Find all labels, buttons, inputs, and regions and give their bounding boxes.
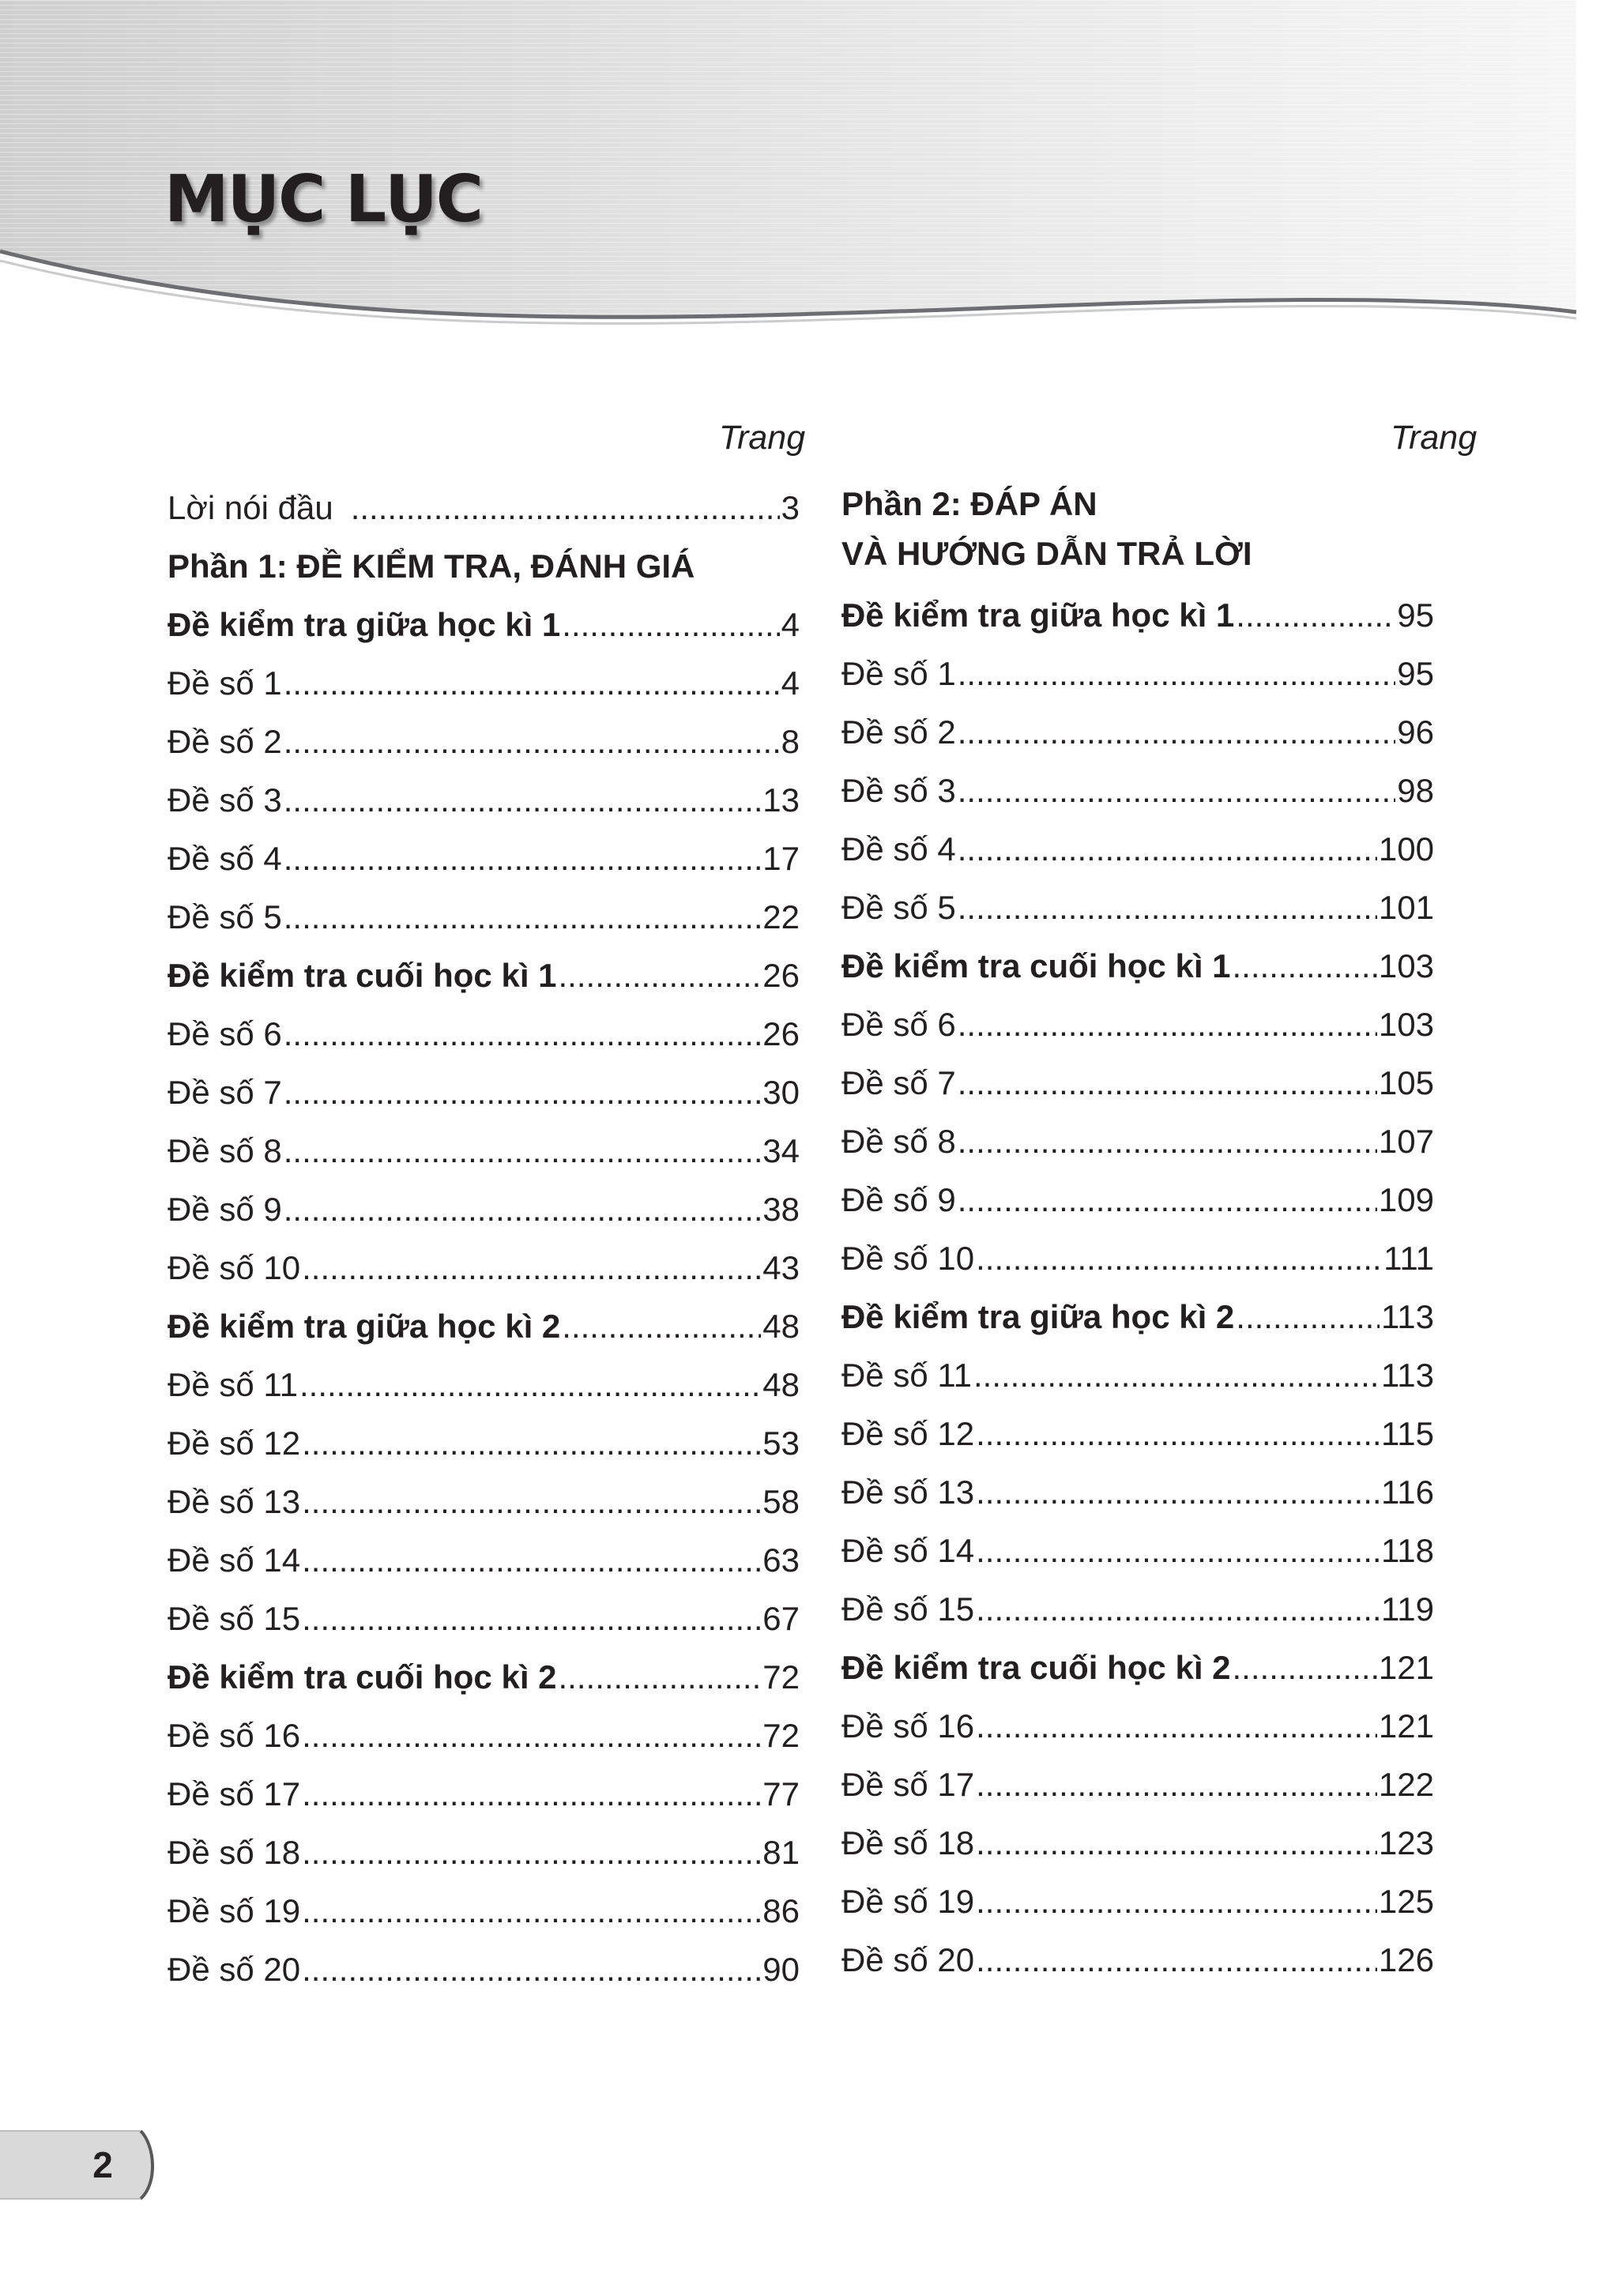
leader-dots — [284, 830, 762, 888]
toc-entry-page: 98 — [1397, 772, 1434, 809]
toc-entry-label: Đề số 18 — [168, 1834, 301, 1871]
toc-entry-label: Đề số 13 — [168, 1483, 301, 1520]
toc-entry[interactable] — [168, 1531, 800, 1590]
toc-entry-intro[interactable] — [168, 479, 800, 537]
toc-entry-label: Đề số 3 — [168, 781, 282, 819]
toc-entry-page: 26 — [762, 957, 800, 994]
toc-entry-label: Đề số 5 — [841, 889, 956, 926]
toc-entry-page: 81 — [762, 1834, 800, 1871]
toc-entry[interactable] — [841, 1229, 1434, 1288]
toc-entry-label: Đề số 12 — [168, 1425, 301, 1462]
toc-entry-page: 4 — [781, 664, 800, 702]
toc-entry-label: Đề số 8 — [841, 1123, 956, 1160]
toc-entry-page: 125 — [1378, 1883, 1434, 1920]
leader-dots — [958, 1112, 1377, 1171]
toc-right-entries — [841, 586, 1434, 1989]
leader-dots — [302, 1882, 761, 1940]
page-column-header-left: Trang — [719, 419, 806, 457]
toc-entry-label: Đề số 16 — [841, 1707, 975, 1745]
leader-dots — [976, 1931, 1377, 1989]
toc-entry-page: 77 — [762, 1775, 800, 1812]
toc-entry[interactable] — [841, 1931, 1434, 1989]
toc-entry-label: Đề số 6 — [168, 1015, 282, 1052]
toc-entry[interactable] — [841, 703, 1434, 762]
page-title: MỤC LỤC — [164, 162, 482, 237]
toc-entry[interactable] — [168, 888, 800, 947]
page-number: 2 — [92, 2144, 113, 2185]
toc-entry[interactable] — [841, 1346, 1434, 1405]
toc-entry-label: Đề số 15 — [841, 1590, 975, 1628]
toc-entry-page: 109 — [1378, 1181, 1434, 1218]
toc-entry[interactable] — [168, 1063, 800, 1122]
toc-entry-page: 22 — [762, 898, 800, 935]
leader-dots — [1236, 1288, 1380, 1346]
leader-dots — [958, 996, 1377, 1054]
toc-entry-label: Đề số 18 — [841, 1824, 975, 1861]
leader-dots — [958, 1171, 1377, 1229]
leader-dots — [958, 820, 1377, 879]
leader-dots — [976, 1814, 1377, 1873]
toc-entry[interactable] — [168, 1590, 800, 1648]
toc-entry[interactable] — [168, 713, 800, 771]
toc-entry-label: Đề số 20 — [168, 1951, 301, 1988]
toc-entry[interactable] — [168, 830, 800, 888]
toc-left-column — [168, 479, 800, 1999]
toc-entry[interactable] — [841, 1580, 1434, 1639]
toc-section-entry[interactable] — [841, 1639, 1434, 1697]
toc-entry-page: 34 — [762, 1132, 800, 1169]
leader-dots — [976, 1756, 1377, 1814]
toc-entry[interactable] — [168, 1940, 800, 1999]
toc-section-entry[interactable] — [841, 1288, 1434, 1346]
toc-entry-page: 43 — [762, 1249, 800, 1286]
toc-entry-page: 105 — [1378, 1064, 1434, 1101]
toc-entry-page: 26 — [762, 1015, 800, 1052]
toc-left-entries — [168, 596, 800, 1999]
toc-entry[interactable] — [841, 1697, 1434, 1756]
toc-entry-page: 113 — [1381, 1357, 1434, 1394]
toc-entry-page: 13 — [762, 781, 800, 819]
toc-right-column — [841, 479, 1434, 1989]
leader-dots — [302, 1940, 761, 1999]
toc-entry-page: 119 — [1381, 1590, 1434, 1628]
toc-entry-label: Đề số 16 — [168, 1717, 301, 1754]
toc-entry-page: 90 — [762, 1951, 800, 1988]
toc-entry-page: 17 — [762, 840, 800, 877]
toc-entry-page: 86 — [762, 1892, 800, 1929]
toc-entry-label: Đề số 17 — [841, 1766, 975, 1803]
toc-entry-label: Đề kiểm tra cuối học kì 2 — [841, 1649, 1231, 1686]
toc-section-entry[interactable] — [168, 596, 800, 654]
toc-section-entry[interactable] — [841, 937, 1434, 996]
leader-dots — [976, 1229, 1382, 1288]
leader-dots — [302, 1590, 761, 1648]
toc-entry[interactable] — [168, 1765, 800, 1824]
toc-entry[interactable] — [841, 879, 1434, 937]
toc-entry-page: 72 — [762, 1658, 800, 1696]
leader-dots — [284, 771, 762, 830]
toc-entry[interactable] — [841, 1873, 1434, 1931]
toc-entry-label: Đề kiểm tra giữa học kì 1 — [168, 606, 561, 643]
toc-entry-label: Đề kiểm tra cuối học kì 2 — [168, 1658, 557, 1696]
toc-entry[interactable] — [168, 1122, 800, 1180]
toc-entry-label: Đề kiểm tra giữa học kì 2 — [841, 1298, 1235, 1335]
toc-entry[interactable] — [841, 1054, 1434, 1112]
toc-entry-label: Đề số 2 — [841, 713, 956, 751]
toc-entry-page: 107 — [1378, 1123, 1434, 1160]
toc-entry-label: Đề số 13 — [841, 1474, 975, 1511]
toc-entry-label: Đề số 3 — [841, 772, 956, 809]
toc-entry-page: 100 — [1378, 830, 1434, 868]
toc-entry-page: 4 — [781, 606, 800, 643]
toc-entry-page: 58 — [762, 1483, 800, 1520]
leader-dots — [976, 1463, 1380, 1522]
leader-dots — [302, 1707, 761, 1765]
toc-entry[interactable] — [841, 820, 1434, 879]
toc-entry[interactable] — [168, 1473, 800, 1531]
toc-entry-label: Đề số 12 — [841, 1415, 975, 1452]
toc-entry-label: Đề kiểm tra cuối học kì 1 — [841, 947, 1231, 984]
leader-dots — [1233, 937, 1377, 996]
part-2-heading-line1: Phần 2: ĐÁP ÁN — [841, 485, 1097, 522]
leader-dots — [976, 1873, 1377, 1931]
toc-entry-page: 96 — [1397, 713, 1434, 751]
toc-entry-label: Đề số 2 — [168, 723, 282, 760]
toc-entry-label: Lời nói đầu — [168, 489, 333, 526]
toc-entry-page: 63 — [762, 1541, 800, 1579]
toc-entry-page: 111 — [1383, 1240, 1434, 1277]
leader-dots — [976, 1580, 1380, 1639]
toc-entry-page: 121 — [1378, 1707, 1434, 1745]
leader-dots — [958, 879, 1377, 937]
toc-entry-page: 113 — [1381, 1298, 1434, 1335]
toc-entry-label: Đề số 8 — [168, 1132, 282, 1169]
toc-entry-label: Đề số 1 — [168, 664, 282, 702]
toc-entry[interactable] — [168, 1414, 800, 1473]
toc-entry[interactable] — [168, 1005, 800, 1063]
toc-entry[interactable] — [841, 1112, 1434, 1171]
toc-entry-label: Đề số 4 — [841, 830, 956, 868]
toc-entry-label: Đề số 17 — [168, 1775, 301, 1812]
toc-entry-page: 101 — [1378, 889, 1434, 926]
toc-entry-page: 122 — [1378, 1766, 1434, 1803]
leader-dots — [284, 1122, 762, 1180]
toc-entry-page: 116 — [1381, 1474, 1434, 1511]
page-column-header-right: Trang — [1391, 419, 1478, 457]
leader-dots — [958, 762, 1396, 820]
toc-entry-label: Đề số 10 — [168, 1249, 301, 1286]
toc-entry-page: 103 — [1378, 1006, 1434, 1043]
leader-dots — [973, 1346, 1380, 1405]
toc-section-entry[interactable] — [168, 1648, 800, 1707]
toc-entry[interactable] — [168, 1180, 800, 1239]
toc-entry[interactable] — [841, 645, 1434, 703]
leader-dots — [302, 1473, 761, 1531]
leader-dots — [562, 1297, 761, 1356]
part-1-heading: Phần 1: ĐỀ KIỂM TRA, ĐÁNH GIÁ — [168, 548, 695, 585]
toc-entry-page: 121 — [1378, 1649, 1434, 1686]
toc-entry-label: Đề số 7 — [168, 1074, 282, 1111]
leader-dots — [559, 947, 762, 1005]
toc-entry-page: 38 — [762, 1191, 800, 1228]
toc-entry-page: 72 — [762, 1717, 800, 1754]
toc-entry-label: Đề số 14 — [841, 1532, 975, 1569]
toc-entry[interactable] — [841, 1463, 1434, 1522]
toc-entry-page: 30 — [762, 1074, 800, 1111]
toc-entry-page: 95 — [1397, 655, 1434, 692]
leader-dots — [958, 645, 1396, 703]
part-2-heading-line2: VÀ HƯỚNG DẪN TRẢ LỜI — [841, 535, 1252, 572]
toc-entry-label: Đề số 9 — [168, 1191, 282, 1228]
toc-entry-label: Đề số 15 — [168, 1600, 301, 1637]
toc-entry[interactable] — [168, 1239, 800, 1297]
toc-entry-label: Đề kiểm tra cuối học kì 1 — [168, 957, 557, 994]
toc-section-entry[interactable] — [168, 1297, 800, 1356]
toc-entry[interactable] — [841, 1405, 1434, 1463]
leader-dots — [958, 1054, 1377, 1112]
leader-dots — [302, 1765, 761, 1824]
toc-entry-label: Đề số 14 — [168, 1541, 301, 1579]
leader-dots — [284, 1063, 762, 1122]
leader-dots — [958, 703, 1396, 762]
leader-dots — [302, 1531, 761, 1590]
leader-dots — [562, 596, 779, 654]
toc-section-entry[interactable] — [168, 947, 800, 1005]
toc-entry-page: 67 — [762, 1600, 800, 1637]
leader-dots — [284, 888, 762, 947]
leader-dots — [299, 1356, 761, 1414]
toc-entry[interactable] — [841, 1171, 1434, 1229]
leader-dots — [284, 1005, 762, 1063]
toc-entry-label: Đề kiểm tra giữa học kì 2 — [168, 1308, 561, 1345]
leader-dots — [284, 713, 780, 771]
toc-entry-label: Đề số 6 — [841, 1006, 956, 1043]
toc-entry[interactable] — [841, 996, 1434, 1054]
leader-dots — [1233, 1639, 1377, 1697]
toc-entry-page: 103 — [1378, 947, 1434, 984]
leader-dots — [284, 654, 780, 713]
leader-dots — [559, 1648, 762, 1707]
toc-entry[interactable] — [841, 1756, 1434, 1814]
toc-entry[interactable] — [168, 1882, 800, 1940]
toc-entry-page: 95 — [1397, 597, 1434, 634]
toc-entry-page: 123 — [1378, 1824, 1434, 1861]
toc-section-entry[interactable] — [841, 586, 1434, 645]
toc-entry-label: Đề kiểm tra giữa học kì 1 — [841, 597, 1235, 634]
toc-entry-label: Đề số 19 — [168, 1892, 301, 1929]
toc-entry-label: Đề số 19 — [841, 1883, 975, 1920]
leader-dots — [976, 1697, 1377, 1756]
toc-entry-page: 48 — [762, 1366, 800, 1403]
toc-entry-page: 126 — [1378, 1941, 1434, 1978]
toc-entry-label: Đề số 1 — [841, 655, 956, 692]
toc-entry[interactable] — [168, 771, 800, 830]
leader-dots — [302, 1414, 761, 1473]
leader-dots — [302, 1824, 761, 1882]
toc-entry-label: Đề số 11 — [168, 1366, 298, 1403]
toc-entry-page: 53 — [762, 1425, 800, 1462]
toc-entry-label: Đề số 5 — [168, 898, 282, 935]
toc-entry[interactable] — [168, 1356, 800, 1414]
toc-entry-label: Đề số 10 — [841, 1240, 975, 1277]
toc-entry-label: Đề số 7 — [841, 1064, 956, 1101]
toc-entry[interactable] — [168, 1824, 800, 1882]
toc-entry-label: Đề số 4 — [168, 840, 282, 877]
leader-dots — [284, 1180, 762, 1239]
toc-entry-page: 48 — [762, 1308, 800, 1345]
toc-entry[interactable] — [841, 762, 1434, 820]
leader-dots — [351, 479, 780, 537]
leader-dots — [976, 1405, 1380, 1463]
toc-entry[interactable] — [168, 654, 800, 713]
toc-entry-page: 3 — [781, 489, 800, 526]
toc-entry-page: 115 — [1381, 1415, 1434, 1452]
toc-entry-label: Đề số 9 — [841, 1181, 956, 1218]
toc-entry[interactable] — [841, 1522, 1434, 1580]
toc-entry-page: 118 — [1381, 1532, 1434, 1569]
leader-dots — [1236, 586, 1395, 645]
toc-entry[interactable] — [841, 1814, 1434, 1873]
toc-entry-label: Đề số 20 — [841, 1941, 975, 1978]
toc-entry-page: 8 — [781, 723, 800, 760]
toc-entry[interactable] — [168, 1707, 800, 1765]
toc-entry-label: Đề số 11 — [841, 1357, 972, 1394]
leader-dots — [302, 1239, 761, 1297]
leader-dots — [976, 1522, 1380, 1580]
